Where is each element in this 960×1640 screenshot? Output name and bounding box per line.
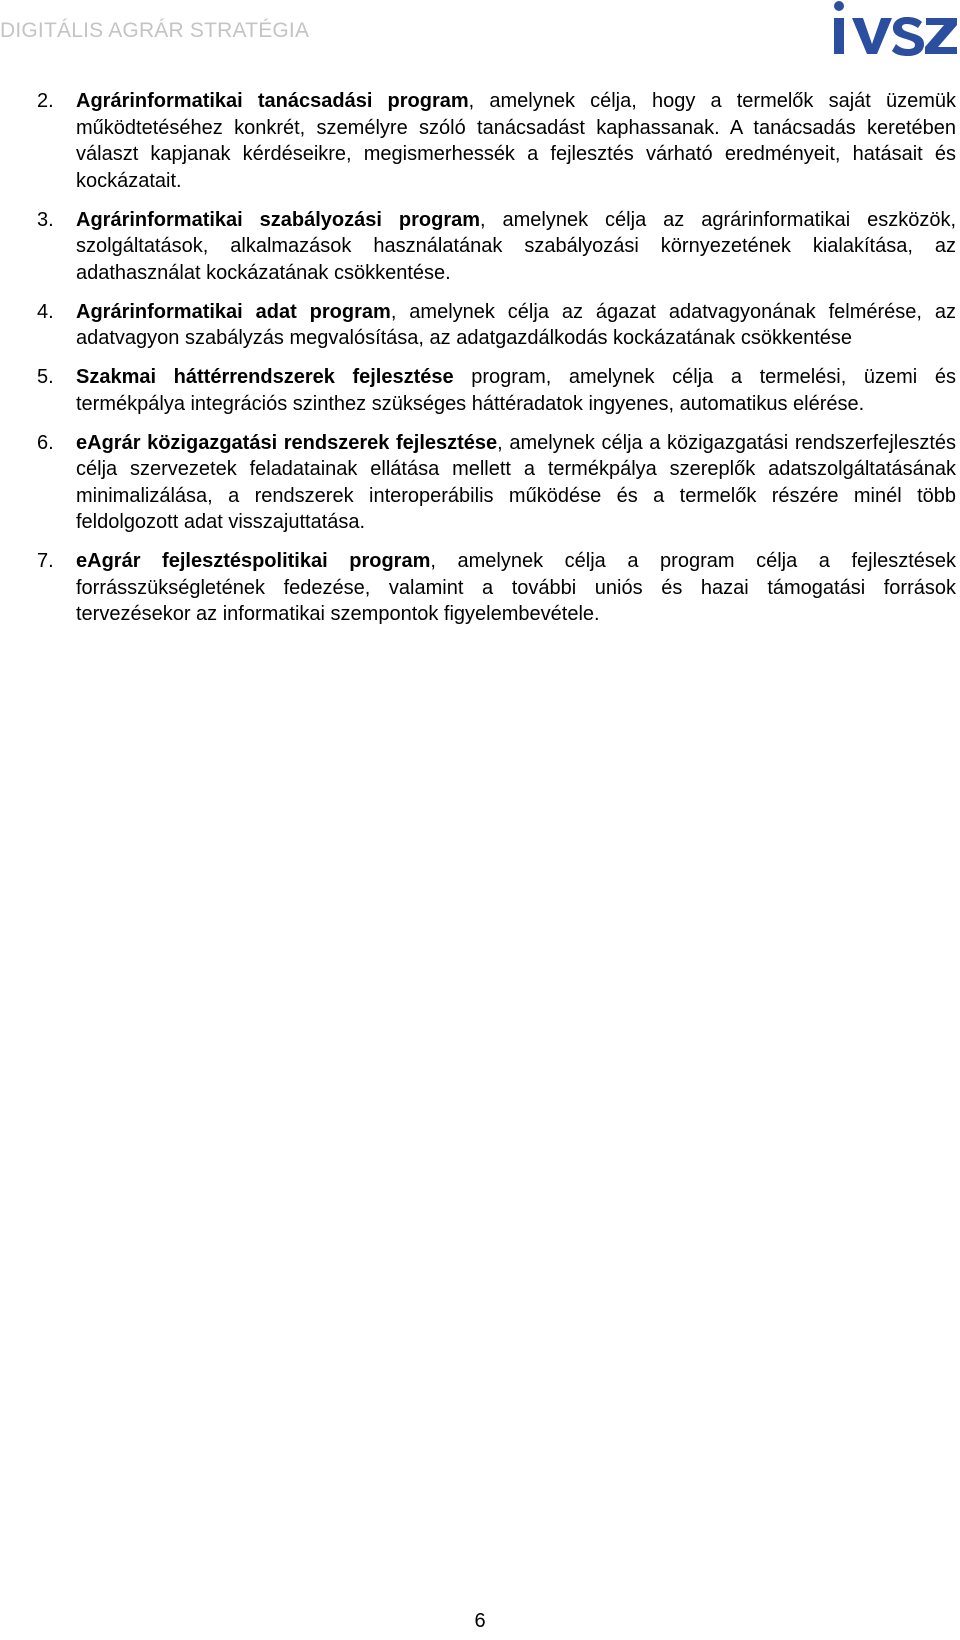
list-item	[34, 88, 956, 194]
item-title: Agrárinformatikai szabályozási program	[76, 208, 481, 231]
item-text: , amelynek célja, hogy a termelők saját üzemük működtetéséhez konkrét, személyre szóló tanácsadást kaphassanak. A tanácsadás keretében választ kapjanak kérdéseikre, megismerhessék a fejlesztés várható eredményeit, hatásait és kockázatait.	[76, 90, 956, 192]
item-text: , amelynek célja az ágazat adatvagyonának felmérése, az adatvagyon szabályzás megvalósítása, az adatgazdálkodás kockázatának csökkentése	[76, 300, 956, 349]
item-number: 4.	[37, 300, 54, 323]
list-item	[34, 207, 956, 287]
page-header	[0, 0, 960, 60]
item-title: Szakmai háttérrendszerek fejlesztése	[76, 366, 454, 388]
document-body	[34, 88, 956, 640]
item-number: 5.	[37, 366, 54, 388]
list-item	[34, 430, 956, 536]
list-item	[34, 548, 956, 628]
item-title: eAgrár közigazgatási rendszerek fejlesztése	[76, 431, 498, 454]
document-title: DIGITÁLIS AGRÁR STRATÉGIA	[0, 19, 310, 42]
list-item	[34, 299, 956, 352]
item-text: , amelynek célja a program célja a fejlesztések forrásszükségletének fedezése, valamint a további uniós és hazai támogatási források tervezésekor az informatikai szempontok figyelembevétele.	[76, 550, 956, 625]
item-number: 3.	[37, 208, 54, 231]
item-text: , amelynek célja a közigazgatási rendszerfejlesztés célja szervezetek feladatainak ellátása mellett a termékpálya szereplők adatszolgáltatásának minimalizálása, a rendszerek interoperábilis működése és a termelők részére minél több feldolgozott adat visszajuttatása.	[76, 431, 957, 533]
item-title: eAgrár fejlesztéspolitikai program	[76, 550, 431, 572]
item-number: 2.	[37, 90, 54, 112]
item-number: 6.	[37, 431, 54, 454]
list-item	[34, 364, 956, 417]
page-number: 6	[474, 1610, 486, 1632]
item-text: program, amelynek célja a termelési, üzemi és termékpálya integrációs szinthez szükséges háttéradatok ingyenes, automatikus elérése.	[76, 366, 956, 415]
item-title: Agrárinformatikai tanácsadási program	[76, 90, 469, 112]
program-list	[34, 88, 956, 628]
item-number: 7.	[37, 550, 54, 572]
item-title: Agrárinformatikai adat program	[76, 300, 391, 323]
item-text: , amelynek célja az agrárinformatikai eszközök, szolgáltatások, alkalmazások használatának szabályozási környezetének kialakítása, az adathasználat kockázatának csökkentése.	[76, 208, 957, 284]
ivsz-logo	[826, 0, 958, 60]
